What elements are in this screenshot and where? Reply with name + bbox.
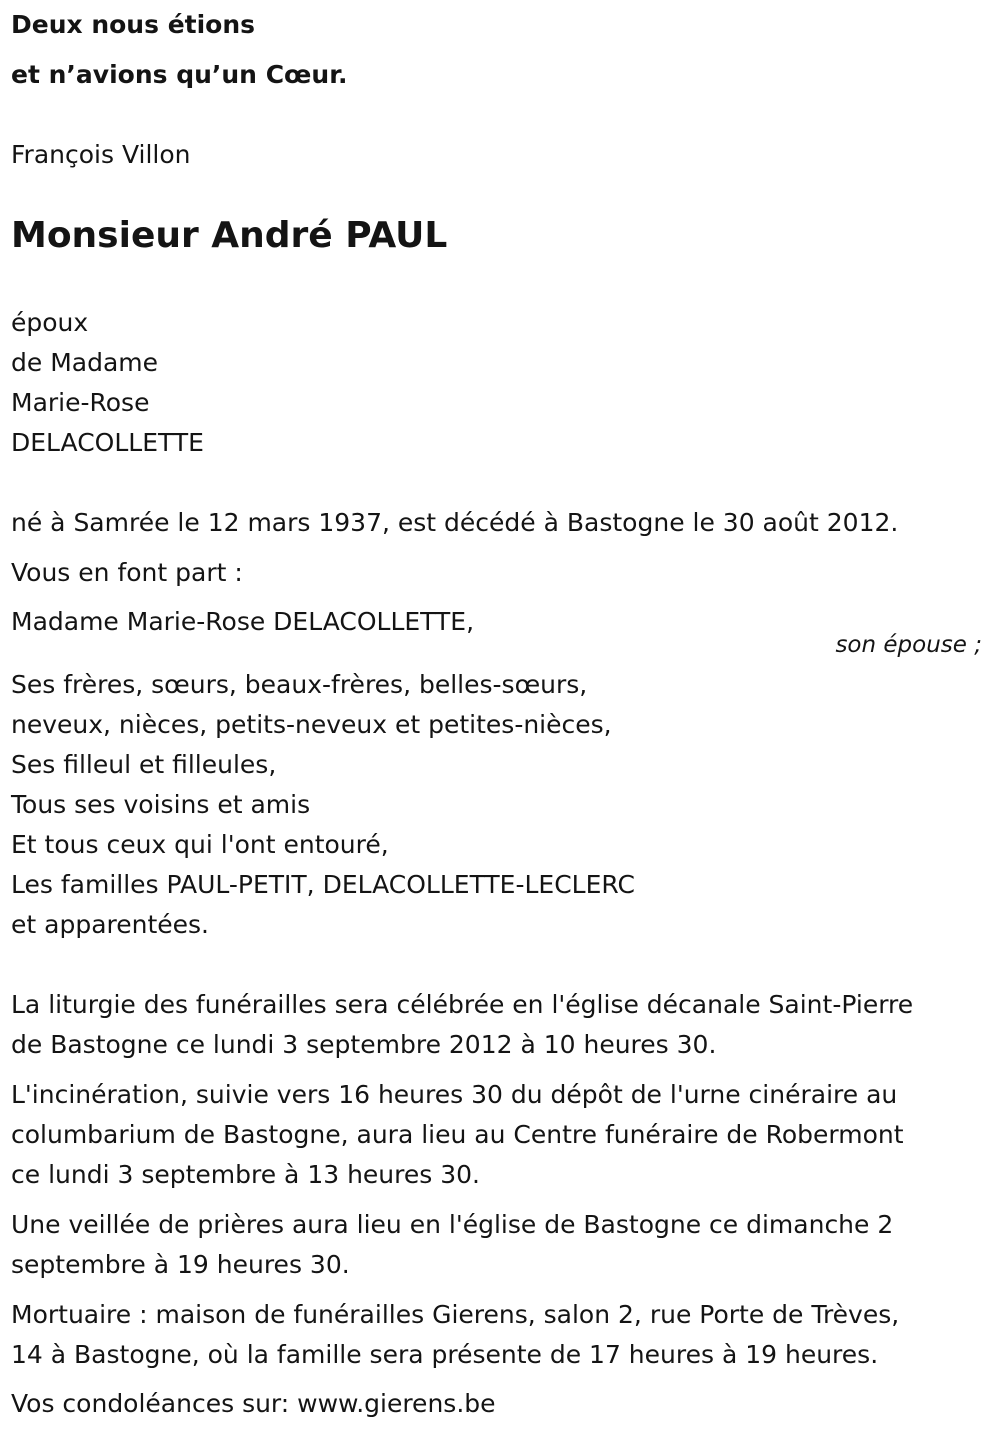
spouse-block-line: DELACOLLETTE — [11, 428, 204, 457]
quote-author: François Villon — [11, 140, 191, 169]
family-line: neveux, nièces, petits-neveux et petites-nièces, — [11, 710, 612, 739]
spouse-name-line: Madame Marie-Rose DELACOLLETTE, — [11, 607, 475, 636]
family-line: Ses filleul et filleules, — [11, 750, 277, 779]
family-line: Et tous ceux qui l'ont entouré, — [11, 830, 389, 859]
incineration-line: columbarium de Bastogne, aura lieu au Centre funéraire de Robermont — [11, 1120, 904, 1149]
deceased-name: Monsieur André PAUL — [11, 215, 448, 256]
spouse-block-line: Marie-Rose — [11, 388, 150, 417]
liturgy-line: de Bastogne ce lundi 3 septembre 2012 à 10 heures 30. — [11, 1030, 717, 1059]
quote-line-1: Deux nous étions — [11, 10, 256, 39]
condolences-line: Vos condoléances sur: www.gierens.be — [11, 1389, 496, 1418]
family-line: Tous ses voisins et amis — [11, 790, 311, 819]
family-line: et apparentées. — [11, 910, 209, 939]
family-line: Les familles PAUL-PETIT, DELACOLLETTE-LECLERC — [11, 870, 635, 899]
mortuary-line: Mortuaire : maison de funérailles Gierens, salon 2, rue Porte de Trèves, — [11, 1300, 900, 1329]
incineration-line: L'incinération, suivie vers 16 heures 30 du dépôt de l'urne cinéraire au — [11, 1080, 898, 1109]
quote-line-2: et n’avions qu’un Cœur. — [11, 60, 348, 89]
mortuary-line: 14 à Bastogne, où la famille sera présente de 17 heures à 19 heures. — [11, 1340, 879, 1369]
announce-line: Vous en font part : — [11, 558, 243, 587]
birth-death-line: né à Samrée le 12 mars 1937, est décédé à Bastogne le 30 août 2012. — [11, 508, 899, 537]
vigil-line: septembre à 19 heures 30. — [11, 1250, 350, 1279]
vigil-line: Une veillée de prières aura lieu en l'église de Bastogne ce dimanche 2 — [11, 1210, 894, 1239]
incineration-line: ce lundi 3 septembre à 13 heures 30. — [11, 1160, 480, 1189]
spouse-block-line: de Madame — [11, 348, 159, 377]
liturgy-line: La liturgie des funérailles sera célébrée en l'église décanale Saint-Pierre — [11, 990, 914, 1019]
family-line: Ses frères, sœurs, beaux-frères, belles-sœurs, — [11, 670, 588, 699]
spouse-block-line: époux — [11, 308, 89, 337]
spouse-role: son épouse ; — [835, 632, 982, 658]
